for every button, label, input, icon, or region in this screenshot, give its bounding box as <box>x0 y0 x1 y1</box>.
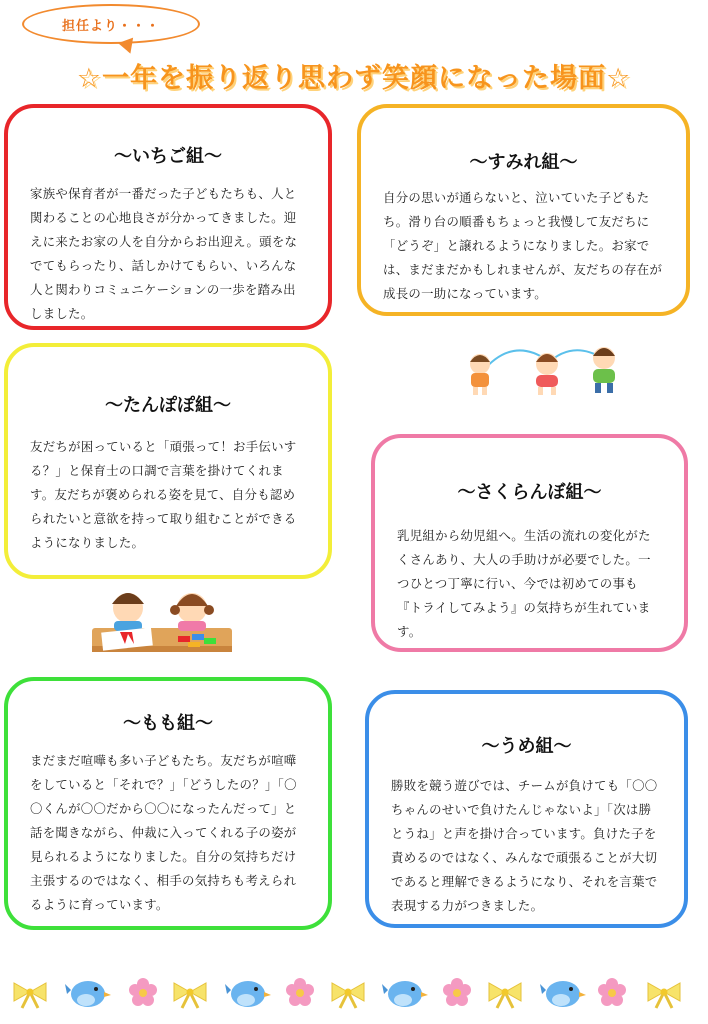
speech-bubble <box>22 4 200 44</box>
card-title: ～いちご組～ <box>114 146 222 167</box>
card-text: 乳児組から幼児組へ。生活の流れの変化がたくさんあり、大人の手助けが必要でした。一つひとつ丁寧に行い、今では初めての事も『トライしてみよう』の気持ちが生れています。 <box>397 528 651 639</box>
card-sumire <box>357 104 690 316</box>
card-text: まだまだ喧嘩も多い子どもたち。友だちが喧嘩をしていると「それで？」「どうしたの？」「〇〇くんが〇〇だから〇〇になったんだって」と話を聞きながら、仲裁に入ってくれる子の姿が見られるようになりました。自分の気持ちだけ主張するのではなく、相手の気持ちも考えられるように育っています。 <box>30 753 297 912</box>
card-momo <box>4 677 332 930</box>
card-ume <box>365 690 688 928</box>
decoration-border <box>0 968 708 1020</box>
flower-icon <box>286 978 314 1006</box>
card-tanpopo <box>4 343 332 579</box>
card-text: 家族や保育者が一番だった子どもたちも、人と関わることの心地良さが分かってきました。迎えに来たお家の人を自分からお出迎え。頭をなでてもらったり、話しかけてもらい、いろんな人と関わりコミュニケーションの一歩を踏み出しました。 <box>30 186 298 321</box>
ribbon-icon <box>14 983 46 1008</box>
card-title: ～さくらんぼ組～ <box>457 482 602 503</box>
bird-icon <box>540 981 586 1007</box>
page-title: ☆一年を振り返り思わず笑顔になった場面☆ <box>76 63 632 94</box>
card-title: ～うめ組～ <box>481 736 572 757</box>
ribbon-icon <box>648 983 680 1008</box>
card-text: 自分の思いが通らないと、泣いていた子どもたち。滑り台の順番もちょっと我慢して友だちに「どうぞ」と譲れるようになりました。お家では、まだまだかもしれませんが、友だちの存在が成長の一助になっています。 <box>383 190 663 301</box>
card-text: 友だちが困っていると「頑張って！お手伝いする？」と保育士の口調で言葉を掛けてくれます。友だちが褒められる姿を見て、自分も認められたいと意欲を持って取り組むことができるようになりました。 <box>30 439 297 550</box>
card-sakurambo <box>371 434 688 652</box>
ribbon-icon <box>489 983 521 1008</box>
card-title: ～すみれ組～ <box>469 152 578 173</box>
ribbon-icon <box>332 983 364 1008</box>
flower-icon <box>129 978 157 1006</box>
card-title: ～もも組～ <box>123 713 213 734</box>
bird-icon <box>382 981 428 1007</box>
flower-icon <box>598 978 626 1006</box>
card-ichigo <box>4 104 332 330</box>
card-title: ～たんぽぽ組～ <box>105 395 231 416</box>
bird-icon <box>65 981 111 1007</box>
ribbon-icon <box>174 983 206 1008</box>
bird-icon <box>225 981 271 1007</box>
flower-icon <box>443 978 471 1006</box>
bubble-text: 担任より・・・ <box>61 18 160 34</box>
children-jump-rope-illustration <box>452 342 642 398</box>
card-text: 勝敗を競う遊びでは、チームが負けても「〇〇ちゃんのせいで負けたんじゃないよ」「次は勝とうね」と声を掛け合っています。負けた子を責めるのではなく、みんなで頑張ることが大切であると理解できるようになり、それを言葉で表現する力がつきました。 <box>391 778 658 913</box>
children-drawing-illustration <box>92 588 232 654</box>
